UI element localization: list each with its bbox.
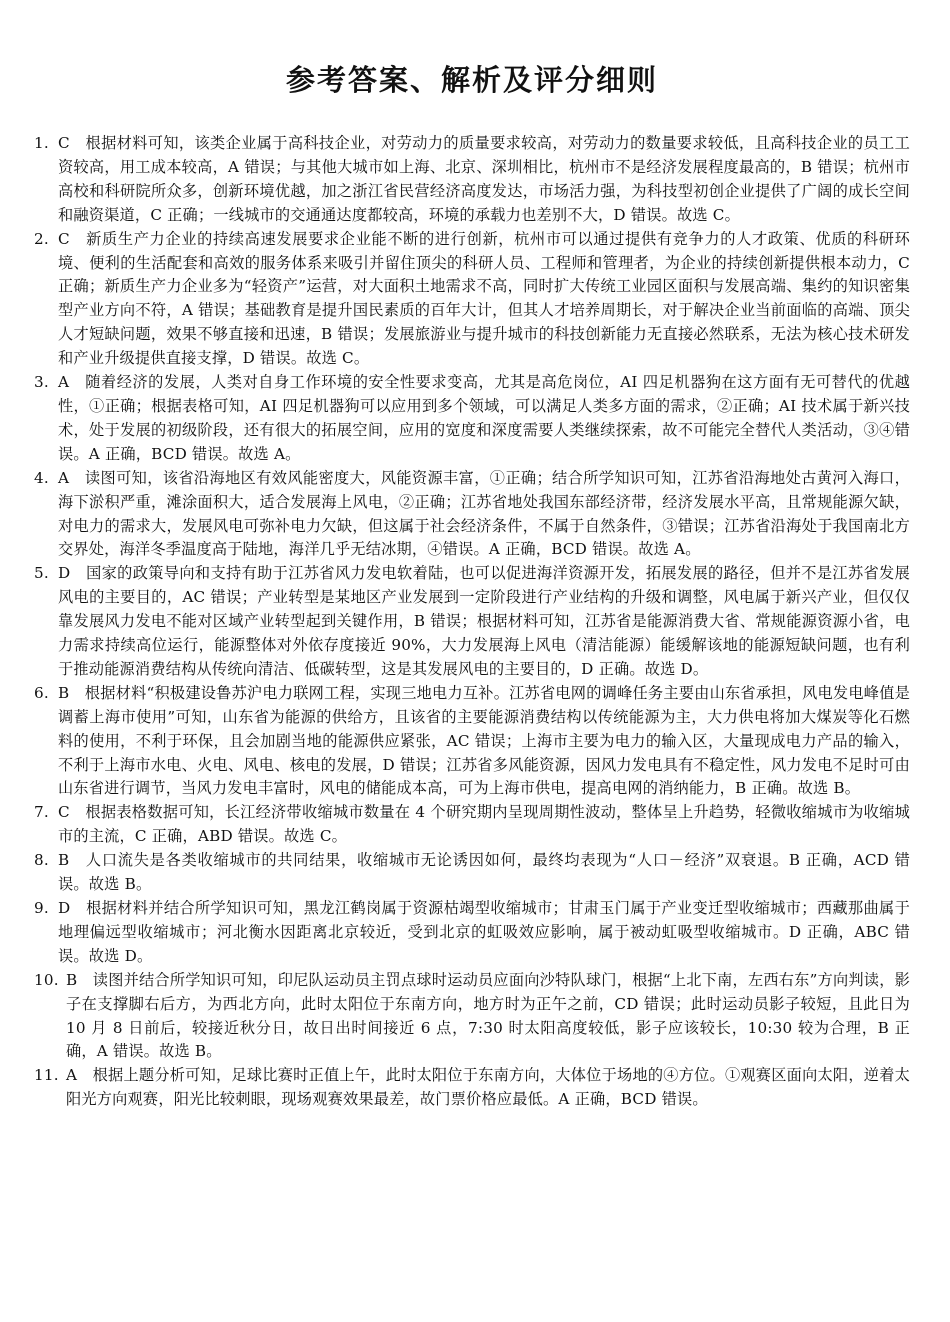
answer-number: 9. (34, 899, 49, 917)
answer-number: 4. (34, 468, 49, 487)
answer-list (34, 132, 910, 1112)
answer-item-1 (34, 132, 910, 228)
answer-text: C 新质生产力企业的持续高速发展要求企业能不断的进行创新，杭州市可以通过提供有竞争力的人才政策、优质的科研环境、便利的生活配套和高效的服务体系来吸引并留住顶尖的科研人员、工程师和管理者，为企业的持续创新提供根本动力，C 正确；新质生产力企业多为“轻资产”运营，对大面积土地需求不高，同时扩大传统工业园区面积与发展高端、集约的知识密集型产业方向不符，A 错误；基础教育是提升国民素质的百年大计，但其人才培养周期长，对于解决企业当前面临的高端、顶尖人才短缺问题，效果不够直接和迅速，B 错误；发展旅游业与提升城市的科技创新能力无直接必然联系，无法为核心技术研发和产业升级提供直接支撑，D 错误。故选 C。 (58, 229, 910, 368)
answer-text: A 随着经济的发展，人类对自身工作环境的安全性要求变高，尤其是高危岗位，AI 四足机器狗在这方面有无可替代的优越性，①正确；根据表格可知，AI 四足机器狗可以应用到多个领域，可以满足人类多方面的需求，②正确；AI 技术属于新兴技术，处于发展的初级阶段，还有很大的拓展空间，应用的宽度和深度需要人类继续探索，故不可能完全替代人类活动，③④错误。A 正确，BCD 错误。故选 A。 (58, 373, 910, 463)
answer-number: 2. (34, 229, 49, 248)
answer-item-7 (34, 801, 910, 849)
answer-number: 3. (34, 373, 49, 392)
page-title: 参考答案、解析及评分细则 (285, 63, 658, 97)
answer-item-6 (34, 682, 910, 802)
answer-item-3 (34, 371, 910, 467)
answer-item-4 (34, 467, 910, 563)
answer-text: B 人口流失是各类收缩城市的共同结果，收缩城市无论诱因如何，最终均表现为“人口－经济”双衰退。B 正确，ACD 错误。故选 B。 (58, 851, 910, 894)
answer-number: 1. (34, 134, 49, 152)
answer-text: D 国家的政策导向和支持有助于江苏省风力发电软着陆，也可以促进海洋资源开发，拓展发展的路径，但并不是江苏省发展风电的主要目的，AC 错误；产业转型是某地区产业发展到一定阶段进行产业结构的升级和调整，风电属于新兴产业，但仅仅靠发展风力发电不能对区域产业转型起到关键作用，B 错误；根据材料可知，江苏省是能源消费大省、常规能源资源小省，电力需求持续高位运行，能源整体对外依存度接近 90%，大力发展海上风电（清洁能源）能缓解该地的能源短缺问题，也有利于推动能源消费结构从传统向清洁、低碳转型，这是其发展风电的主要目的，D 正确。故选 D。 (58, 564, 910, 678)
answer-number: 11. (34, 1066, 59, 1085)
answer-item-5 (34, 562, 910, 682)
answer-item-10 (34, 969, 910, 1065)
answer-number: 10. (34, 970, 59, 989)
answer-item-8 (34, 849, 910, 897)
answer-text: C 根据材料可知，该类企业属于高科技企业，对劳动力的质量要求较高，对劳动力的数量要求较低，且高科技企业的员工工资较高，用工成本较高，A 错误；与其他大城市如上海、北京、深圳相比，杭州市不是经济发展程度最高的，B 错误；杭州市高校和科研院所众多，创新环境优越，加之浙江省民营经济高度发达，市场活力强，为科技型初创企业提供了广阔的成长空间和融资渠道，C 正确；一线城市的交通通达度都较高，环境的承载力也差别不大，D 错误。故选 C。 (58, 134, 910, 224)
answer-text: C 根据表格数据可知，长江经济带收缩城市数量在 4 个研究期内呈现周期性波动，整体呈上升趋势，轻微收缩城市为收缩城市的主流，C 正确，ABD 错误。故选 C。 (58, 803, 910, 846)
answer-item-11 (34, 1064, 910, 1112)
answer-item-9 (34, 897, 910, 969)
answer-text: D 根据材料并结合所学知识可知，黑龙江鹤岗属于资源枯竭型收缩城市；甘肃玉门属于产业变迁型收缩城市；西藏那曲属于地理偏远型收缩城市；河北衡水因距离北京较近，受到北京的虹吸效应影响，属于被动虹吸型收缩城市。D 正确，ABC 错误。故选 D。 (58, 899, 910, 965)
answer-text: B 读图并结合所学知识可知，印尼队运动员主罚点球时运动员应面向沙特队球门，根据“上北下南，左西右东”方向判读，影子在支撑脚右后方，为西北方向，此时太阳位于东南方向，地方时为正午之前，CD 错误；此时运动员影子较短，且此日为 10 月 8 日前后，较接近秋分日，故日出时间接近 6 点，7:30 时太阳高度较低，影子应该较长，10:30 较为合理，B 正确，A 错误。故选 B。 (66, 970, 910, 1061)
answer-text: A 读图可知，该省沿海地区有效风能密度大，风能资源丰富，①正确；结合所学知识可知，江苏省沿海地处古黄河入海口，海下淤积严重，滩涂面积大，适合发展海上风电，②正确；江苏省地处我国东部经济带，经济发展水平高，且常规能源欠缺，对电力的需求大，发展风电可弥补电力欠缺，但这属于社会经济条件，不属于自然条件，③错误；江苏省沿海处于我国南北方交界处，海洋冬季温度高于陆地，海洋几乎无结冰期，④错误。A 正确，BCD 错误。故选 A。 (58, 468, 910, 559)
answer-text: B 根据材料“积极建设鲁苏沪电力联网工程，实现三地电力互补。江苏省电网的调峰任务主要由山东省承担，风电发电峰值是调蓄上海市使用”可知，山东省为能源的供给方，且该省的主要能源消费结构以传统能源为主，大力供电将加大煤炭等化石燃料的使用，不利于环保，且会加剧当地的能源供应紧张，AC 错误；上海市主要为电力的输入区，大量现成电力产品的输入，不利于上海市水电、火电、风电、核电的发展，D 错误；江苏省多风能资源，因风力发电具有不稳定性，风力发电不足时可由山东省进行调节，当风力发电丰富时，风电的储能成本高，可为上海市供电，提高电网的消纳能力，B 正确。故选 B。 (58, 683, 910, 798)
answer-item-2 (34, 228, 910, 371)
answer-number: 5. (34, 564, 49, 583)
answer-number: 6. (34, 683, 49, 702)
answer-number: 8. (34, 851, 49, 870)
answer-text: A 根据上题分析可知，足球比赛时正值上午，此时太阳位于东南方向，大体位于场地的④方位。①观赛区面向太阳，逆着太阳光方向观赛，阳光比较刺眼，现场观赛效果最差，故门票价格应最低。A 正确，BCD 错误。 (66, 1066, 910, 1109)
answer-number: 7. (34, 803, 49, 822)
